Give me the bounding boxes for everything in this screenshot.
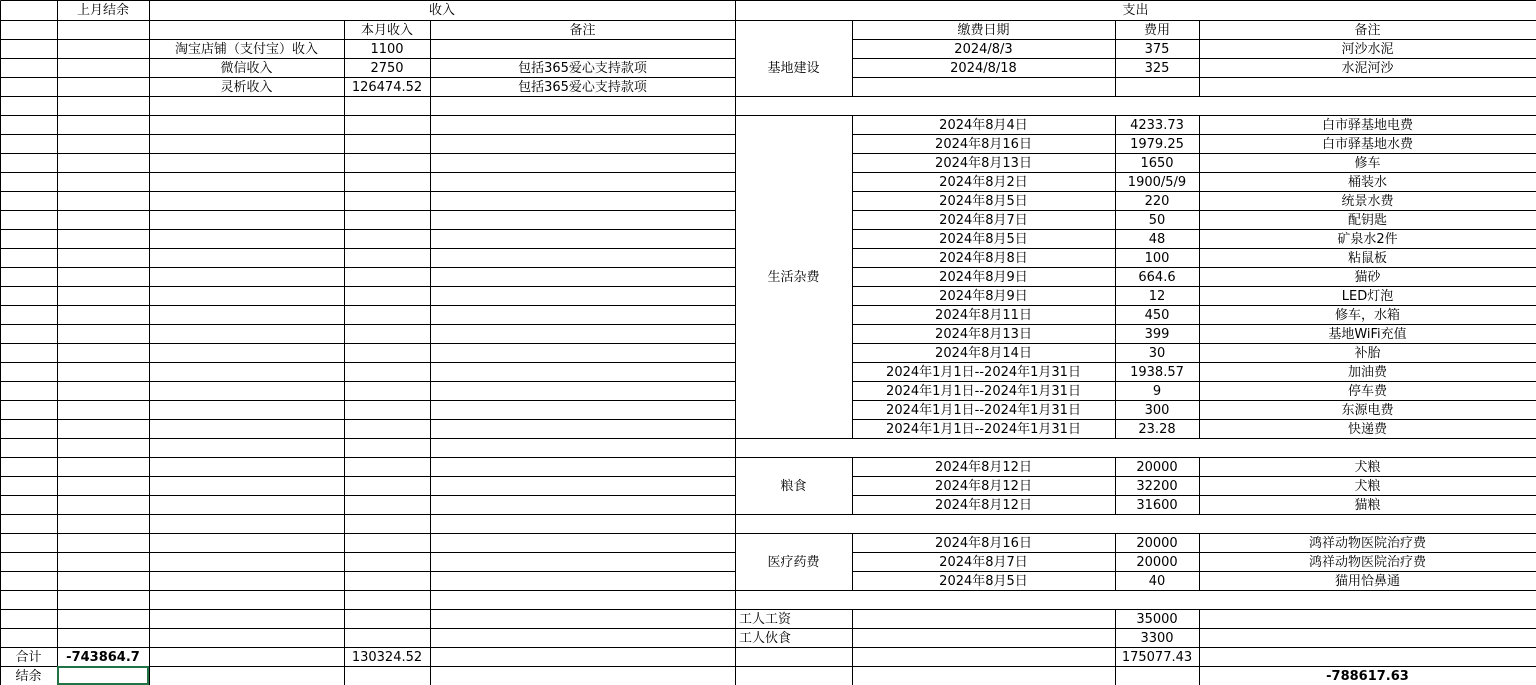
expense-cost[interactable]: 50 [1148, 212, 1166, 228]
expense-note[interactable]: 白市驿基地电费 [1321, 117, 1413, 133]
expense-cost[interactable]: 23.28 [1138, 421, 1176, 437]
expense-note[interactable]: 配钥匙 [1347, 212, 1387, 228]
expense-total[interactable]: 175077.43 [1121, 649, 1193, 665]
expense-date[interactable]: 2024年8月13日 [935, 155, 1032, 171]
expense-date[interactable]: 2024年8月9日 [939, 288, 1028, 304]
income-note[interactable]: 包括365爱心支持款项 [518, 79, 647, 95]
expense-category[interactable]: 生活杂费 [767, 269, 820, 285]
expense-date[interactable]: 2024年1月1日--2024年1月31日 [886, 402, 1081, 418]
expense-date[interactable]: 2024年1月1日--2024年1月31日 [886, 364, 1081, 380]
expense-date[interactable]: 2024/8/18 [950, 60, 1017, 76]
income-source[interactable]: 淘宝店铺（支付宝）收入 [174, 41, 318, 57]
expense-note[interactable]: 白市驿基地水费 [1321, 136, 1413, 152]
expense-date[interactable]: 2024年8月5日 [939, 193, 1028, 209]
expense-category[interactable]: 工人伙食 [739, 630, 792, 646]
income-amount-header[interactable]: 本月收入 [360, 22, 413, 38]
total-label[interactable]: 合计 [15, 649, 42, 665]
expense-category[interactable]: 工人工资 [739, 611, 792, 627]
expense-date[interactable]: 2024年8月16日 [935, 136, 1032, 152]
expense-date[interactable]: 2024年1月1日--2024年1月31日 [886, 383, 1081, 399]
income-note[interactable] [430, 39, 735, 58]
expense-date[interactable] [852, 77, 1115, 96]
expense-note[interactable]: 水泥河沙 [1341, 60, 1394, 76]
expense-cost[interactable]: 1650 [1140, 155, 1174, 171]
expense-cost[interactable]: 20000 [1136, 535, 1178, 551]
expense-date[interactable]: 2024年8月5日 [939, 231, 1028, 247]
income-source[interactable]: 灵析收入 [220, 79, 273, 95]
income-title[interactable]: 收入 [428, 3, 455, 18]
expense-note[interactable]: 河沙水泥 [1341, 41, 1394, 57]
expense-note[interactable]: 犬粮 [1354, 459, 1381, 475]
expense-category[interactable]: 粮食 [780, 478, 807, 494]
expense-cost[interactable]: 664.6 [1138, 269, 1176, 285]
expense-date[interactable]: 2024年8月5日 [939, 573, 1028, 589]
selected-cell[interactable] [57, 666, 149, 685]
expense-note[interactable]: 鸿祥动物医院治疗费 [1308, 535, 1426, 551]
expense-date[interactable]: 2024年8月7日 [939, 212, 1028, 228]
prev-balance-header[interactable]: 上月结余 [76, 3, 129, 18]
income-amount[interactable]: 1100 [370, 41, 404, 57]
balance-label[interactable]: 结余 [15, 668, 42, 684]
expense-note[interactable]: 东源电费 [1341, 402, 1394, 418]
expense-cost[interactable]: 325 [1144, 60, 1170, 76]
expense-date[interactable]: 2024年8月8日 [939, 250, 1028, 266]
expense-category[interactable]: 医疗药费 [767, 554, 820, 570]
expense-cost[interactable]: 20000 [1136, 554, 1178, 570]
expense-note[interactable]: 停车费 [1347, 383, 1387, 399]
expense-cost[interactable]: 12 [1148, 288, 1166, 304]
expense-note[interactable]: 补胎 [1354, 345, 1381, 361]
expense-note[interactable] [1199, 77, 1536, 96]
expense-note[interactable] [1199, 609, 1536, 628]
expense-note[interactable]: 加油费 [1347, 364, 1387, 380]
expense-date[interactable] [852, 609, 1115, 628]
expense-cost[interactable]: 32200 [1136, 478, 1178, 494]
expense-cost[interactable]: 3300 [1140, 630, 1174, 646]
expense-note[interactable]: 快递费 [1347, 421, 1387, 437]
balance-value[interactable]: -788617.63 [1326, 668, 1409, 684]
expense-date[interactable]: 2024年8月11日 [935, 307, 1032, 323]
expense-note[interactable]: 桶装水 [1347, 174, 1387, 190]
expense-date[interactable]: 2024年8月2日 [939, 174, 1028, 190]
expense-cost[interactable]: 30 [1148, 345, 1166, 361]
expense-date-header[interactable]: 缴费日期 [957, 22, 1010, 38]
expense-cost[interactable]: 399 [1144, 326, 1170, 342]
expense-date[interactable]: 2024年8月9日 [939, 269, 1028, 285]
expense-date[interactable]: 2024年8月14日 [935, 345, 1032, 361]
expense-note[interactable] [1199, 628, 1536, 647]
expense-cost[interactable]: 375 [1144, 41, 1170, 57]
expense-cost[interactable]: 40 [1148, 573, 1166, 589]
expense-title[interactable]: 支出 [1122, 3, 1149, 18]
expense-date[interactable] [852, 628, 1115, 647]
expense-note[interactable]: 统景水费 [1341, 193, 1394, 209]
income-note-header[interactable]: 备注 [569, 22, 596, 38]
expense-cost[interactable]: 220 [1144, 193, 1170, 209]
expense-date[interactable]: 2024年1月1日--2024年1月31日 [886, 421, 1081, 437]
expense-note[interactable]: 粘鼠板 [1347, 250, 1387, 266]
expense-cost[interactable]: 4233.73 [1130, 117, 1184, 133]
expense-date[interactable]: 2024年8月13日 [935, 326, 1032, 342]
expense-note[interactable]: 猫用恰鼻通 [1334, 573, 1400, 589]
expense-note[interactable]: 矿泉水2件 [1337, 231, 1398, 247]
expense-cost-header[interactable]: 费用 [1143, 22, 1170, 38]
expense-date[interactable]: 2024年8月16日 [935, 535, 1032, 551]
income-source[interactable]: 微信收入 [220, 60, 273, 76]
income-amount[interactable]: 126474.52 [351, 79, 423, 95]
expense-cost[interactable] [1115, 77, 1199, 96]
income-total[interactable]: 130324.52 [351, 649, 423, 665]
expense-cost[interactable]: 1938.57 [1130, 364, 1184, 380]
income-amount[interactable]: 2750 [370, 60, 404, 76]
expense-cost[interactable]: 300 [1144, 402, 1170, 418]
expense-note[interactable]: 修车 [1354, 155, 1381, 171]
expense-cost[interactable]: 48 [1148, 231, 1166, 247]
expense-cost[interactable]: 35000 [1136, 611, 1178, 627]
expense-date[interactable]: 2024年8月4日 [939, 117, 1028, 133]
expense-category[interactable]: 基地建设 [767, 60, 820, 76]
expense-date[interactable]: 2024年8月12日 [935, 459, 1032, 475]
expense-note[interactable]: 基地WiFi充值 [1328, 326, 1407, 342]
income-note[interactable]: 包括365爱心支持款项 [518, 60, 647, 76]
expense-note[interactable]: 鸿祥动物医院治疗费 [1308, 554, 1426, 570]
expense-cost[interactable]: 31600 [1136, 497, 1178, 513]
expense-cost[interactable]: 100 [1144, 250, 1170, 266]
expense-cost[interactable]: 450 [1144, 307, 1170, 323]
expense-note[interactable]: 修车，水箱 [1334, 307, 1400, 323]
expense-date[interactable]: 2024年8月7日 [939, 554, 1028, 570]
expense-cost[interactable]: 9 [1152, 383, 1162, 399]
expense-note[interactable]: 犬粮 [1354, 478, 1381, 494]
expense-note-header[interactable]: 备注 [1354, 22, 1381, 38]
prev-balance-value[interactable]: -743864.7 [66, 649, 140, 665]
expense-date[interactable]: 2024/8/3 [954, 41, 1013, 57]
expense-cost[interactable]: 1900/5/9 [1127, 174, 1187, 190]
expense-note[interactable]: 猫砂 [1354, 269, 1381, 285]
expense-note[interactable]: LED灯泡 [1341, 288, 1394, 304]
expense-cost[interactable]: 20000 [1136, 459, 1178, 475]
expense-date[interactable]: 2024年8月12日 [935, 497, 1032, 513]
expense-note[interactable]: 猫粮 [1354, 497, 1381, 513]
expense-cost[interactable]: 1979.25 [1130, 136, 1184, 152]
expense-date[interactable]: 2024年8月12日 [935, 478, 1032, 494]
